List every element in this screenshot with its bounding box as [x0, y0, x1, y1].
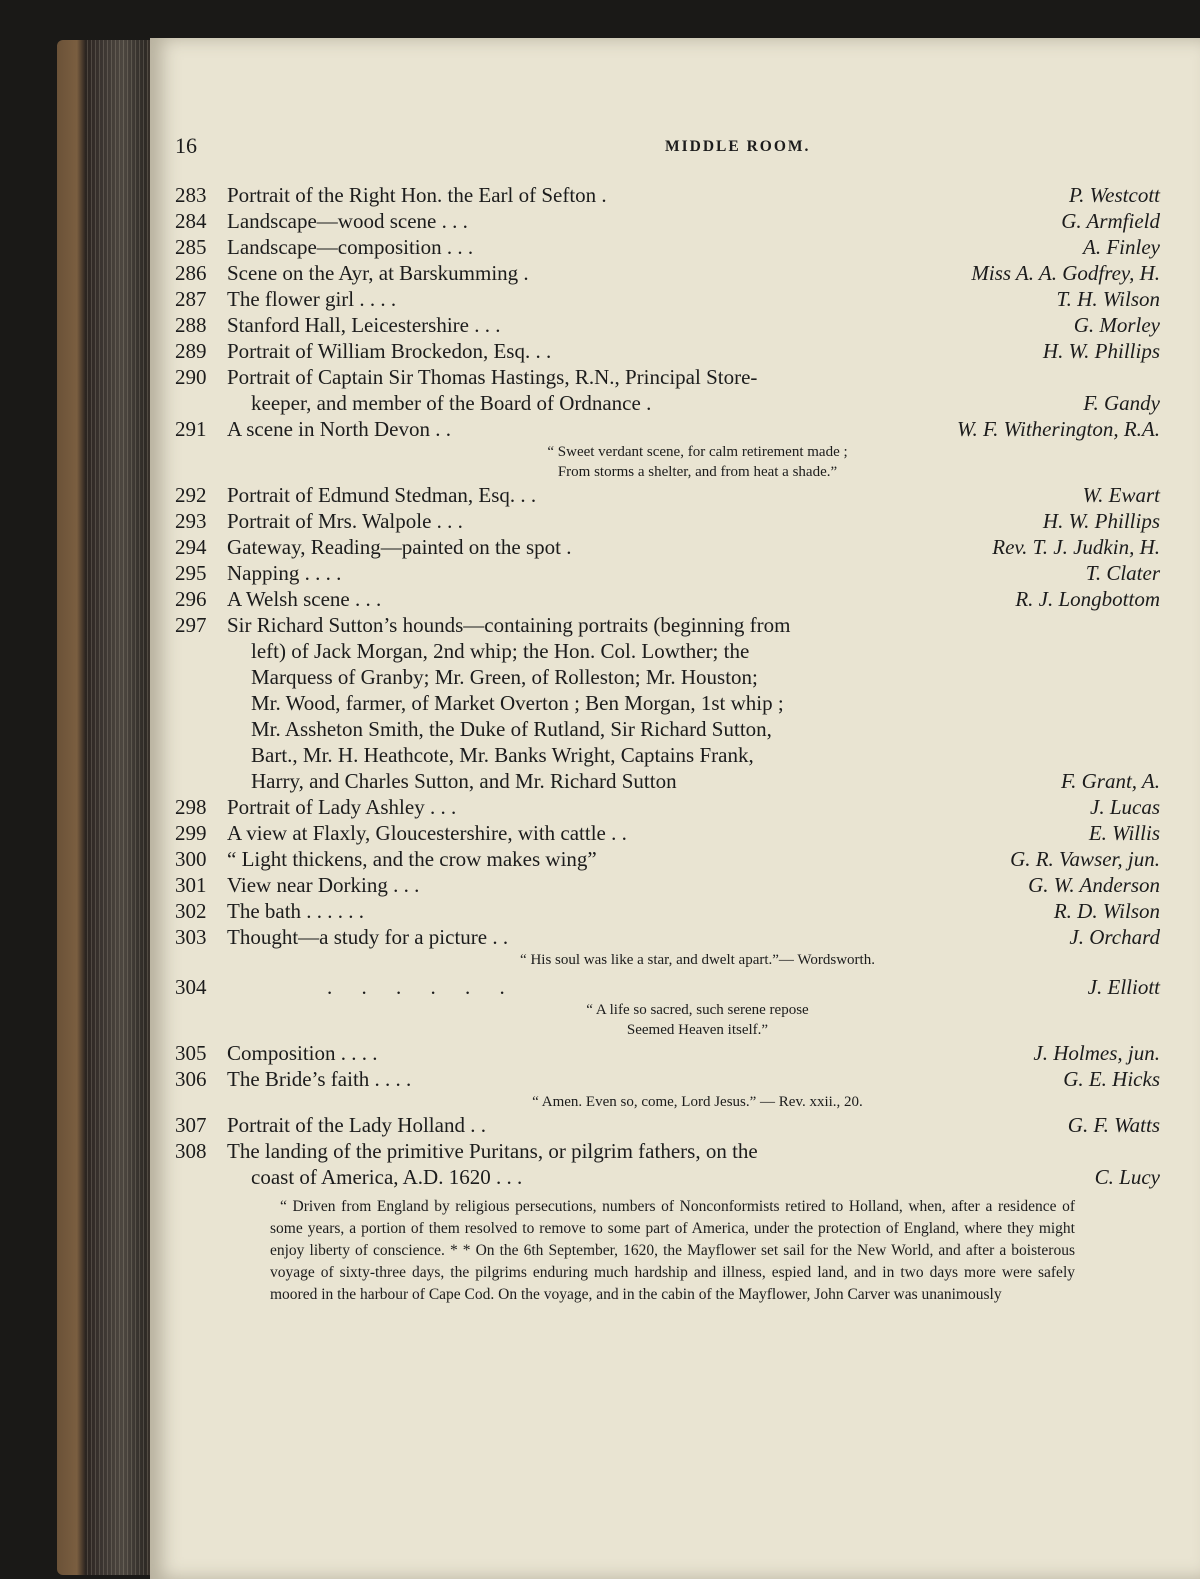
entry-title: Scene on the Ayr, at Barskumming .	[227, 261, 529, 285]
entry-number: 305	[175, 1041, 207, 1065]
entry-number: 303	[175, 925, 207, 949]
entry-number: 291	[175, 417, 207, 441]
entry-title: Landscape—composition . . .	[227, 235, 474, 259]
entry-artist: G. W. Anderson	[1028, 873, 1160, 897]
entry-title: Portrait of the Lady Holland . .	[227, 1113, 486, 1137]
entry-number: 295	[175, 561, 207, 585]
entry-number: 296	[175, 587, 207, 611]
catalogue-entry	[175, 820, 1160, 846]
entry-number: 301	[175, 873, 207, 897]
catalogue-entry	[175, 182, 1160, 208]
entry-quote-line: Seemed Heaven itself.”	[626, 1022, 769, 1038]
entry-artist: F. Grant, A.	[1061, 769, 1160, 793]
entry-artist: W. Ewart	[1082, 483, 1160, 507]
entry-title: A view at Flaxly, Gloucestershire, with cattle . .	[227, 821, 627, 845]
entry-title: Portrait of Captain Sir Thomas Hastings, R.N., Principal Store-	[227, 365, 758, 389]
entry-artist: G. E. Hicks	[1063, 1067, 1160, 1091]
entry-title: Composition . . . .	[227, 1041, 378, 1065]
catalogue-entry	[175, 286, 1160, 312]
entry-title: A Welsh scene . . .	[227, 587, 382, 611]
entry-title: “ Light thickens, and the crow makes wing”	[227, 847, 597, 871]
entry-artist: R. J. Longbottom	[1015, 587, 1160, 611]
entry-number: 292	[175, 483, 207, 507]
entry-number: 306	[175, 1067, 207, 1091]
entry-artist: J. Holmes, jun.	[1033, 1041, 1160, 1065]
entry-number: 307	[175, 1113, 207, 1137]
entry-title: Portrait of Mrs. Walpole . . .	[227, 509, 463, 533]
entry-title: Portrait of Lady Ashley . . .	[227, 795, 457, 819]
catalogue-entry	[175, 1040, 1160, 1066]
entry-title: Sir Richard Sutton’s hounds—containing portraits (beginning from	[227, 613, 791, 637]
entry-title-line: left) of Jack Morgan, 2nd whip; the Hon. Col. Lowther; the	[251, 639, 750, 663]
entry-number: 297	[175, 613, 207, 637]
entry-title: The flower girl . . . .	[227, 287, 397, 311]
entry-number: 299	[175, 821, 207, 845]
entry-title-line: Bart., Mr. H. Heathcote, Mr. Banks Wright, Captains Frank,	[251, 743, 754, 767]
entry-artist: J. Orchard	[1069, 925, 1160, 949]
entry-number: 300	[175, 847, 207, 871]
entry-title-continued: coast of America, A.D. 1620 . . .	[251, 1165, 523, 1189]
entry-artist: G. Morley	[1073, 313, 1160, 337]
entry-title: . . . . . .	[327, 975, 517, 999]
entry-artist: H. W. Phillips	[1042, 509, 1160, 533]
catalogue-entry	[175, 508, 1160, 534]
entry-title: The bath . . . . . .	[227, 899, 365, 923]
catalogue-entry	[175, 924, 1160, 970]
entry-artist: Miss A. A. Godfrey, H.	[971, 261, 1160, 285]
catalogue-entry	[175, 1066, 1160, 1112]
entry-quote-line: “ Amen. Even so, come, Lord Jesus.” — Rev. xxii., 20.	[532, 1094, 863, 1110]
entry-quote-line: “ A life so sacred, such serene repose	[586, 1002, 809, 1018]
entry-artist: P. Westcott	[1068, 183, 1160, 207]
entry-title: Napping . . . .	[227, 561, 342, 585]
page-title: MIDDLE ROOM.	[665, 138, 811, 155]
entry-number: 283	[175, 183, 207, 207]
entry-title: Portrait of the Right Hon. the Earl of Sefton .	[227, 183, 607, 207]
entry-artist: G. Armfield	[1061, 209, 1160, 233]
catalogue-entry	[175, 208, 1160, 234]
entry-quote-line: “ Sweet verdant scene, for calm retirement made ;	[547, 444, 848, 460]
entry-title-line: Marquess of Granby; Mr. Green, of Rolleston; Mr. Houston;	[251, 665, 758, 689]
entry-title-continued: Harry, and Charles Sutton, and Mr. Richard Sutton	[251, 769, 677, 793]
entry-artist: G. R. Vawser, jun.	[1010, 847, 1160, 871]
footnote-text: “ Driven from England by religious persecutions, numbers of Nonconformists retired to Holland, when, after a residence of some years, a portion of them resolved to remove to some part of America, under the protection of England, where they might enjoy liberty of conscience. * * On the 6th September, 1620, the Mayflower set sail for the New World, and after a boisterous voyage of sixty-three days, the pilgrims enduring much hardship and illness, espied land, and in two days more were safely moored in the harbour of Cape Cod. On the voyage, and in the cabin of the Mayflower, John Carver was unanimously	[270, 1198, 1075, 1303]
entry-quote-line: From storms a shelter, and from heat a shade.”	[557, 464, 838, 480]
entry-artist: T. H. Wilson	[1056, 287, 1160, 311]
page-number: 16	[175, 133, 197, 158]
entry-title: Landscape—wood scene . . .	[227, 209, 468, 233]
catalogue-entry	[175, 312, 1160, 338]
catalogue-entry	[175, 260, 1160, 286]
catalogue-entry	[175, 338, 1160, 364]
entry-number: 289	[175, 339, 207, 363]
entry-title-line: Mr. Assheton Smith, the Duke of Rutland, Sir Richard Sutton,	[251, 717, 772, 741]
entry-number: 294	[175, 535, 207, 559]
entry-artist: E. Willis	[1088, 821, 1160, 845]
catalogue-entry	[175, 1112, 1160, 1138]
catalogue-entry	[175, 794, 1160, 820]
entry-title: Portrait of William Brockedon, Esq. . .	[227, 339, 552, 363]
entry-artist: J. Lucas	[1090, 795, 1160, 819]
entry-number: 304	[175, 975, 207, 999]
catalogue-list	[175, 182, 1160, 1306]
entry-title: The Bride’s faith . . . .	[227, 1067, 412, 1091]
entry-artist: R. D. Wilson	[1053, 899, 1160, 923]
entry-title-continued: keeper, and member of the Board of Ordnance .	[251, 391, 652, 415]
catalogue-entry	[175, 416, 1160, 482]
catalogue-entry	[175, 974, 1160, 1040]
entry-title: A scene in North Devon . .	[227, 417, 451, 441]
entry-artist: Rev. T. J. Judkin, H.	[992, 535, 1160, 559]
entry-title: Stanford Hall, Leicestershire . . .	[227, 313, 501, 337]
entry-title: Portrait of Edmund Stedman, Esq. . .	[227, 483, 537, 507]
entry-artist: H. W. Phillips	[1042, 339, 1160, 363]
entry-number: 290	[175, 365, 207, 389]
entry-artist: W. F. Witherington, R.A.	[956, 417, 1160, 441]
entry-number: 284	[175, 209, 207, 233]
catalogue-entry	[175, 1138, 1160, 1190]
entry-title: Thought—a study for a picture . .	[227, 925, 509, 949]
entry-number: 288	[175, 313, 207, 337]
entry-title: View near Dorking . . .	[227, 873, 420, 897]
catalogue-entry	[175, 846, 1160, 872]
entry-artist: C. Lucy	[1094, 1165, 1160, 1189]
entry-number: 286	[175, 261, 207, 285]
entry-number: 287	[175, 287, 207, 311]
catalogue-entry	[175, 482, 1160, 508]
entry-artist: T. Clater	[1085, 561, 1160, 585]
entry-artist: J. Elliott	[1087, 975, 1160, 999]
catalogue-entry	[175, 234, 1160, 260]
catalogue-entry	[175, 898, 1160, 924]
entry-title: Gateway, Reading—painted on the spot .	[227, 535, 572, 559]
catalogue-entry	[175, 872, 1160, 898]
entry-number: 298	[175, 795, 207, 819]
entry-artist: A. Finley	[1083, 235, 1160, 259]
entry-quote-line: “ His soul was like a star, and dwelt apart.”— Wordsworth.	[520, 952, 875, 968]
entry-artist: F. Gandy	[1083, 391, 1160, 415]
catalogue-entry	[175, 612, 1160, 794]
entry-artist: G. F. Watts	[1067, 1113, 1160, 1137]
entry-number: 285	[175, 235, 207, 259]
entry-number: 302	[175, 899, 207, 923]
catalogue-entry	[175, 534, 1160, 560]
entry-title: The landing of the primitive Puritans, or pilgrim fathers, on the	[227, 1139, 758, 1163]
catalogue-entry	[175, 364, 1160, 416]
entry-number: 293	[175, 509, 207, 533]
entry-title-line: Mr. Wood, farmer, of Market Overton ; Ben Morgan, 1st whip ;	[251, 691, 784, 715]
entry-number: 308	[175, 1139, 207, 1163]
catalogue-entry	[175, 586, 1160, 612]
catalogue-entry	[175, 560, 1160, 586]
